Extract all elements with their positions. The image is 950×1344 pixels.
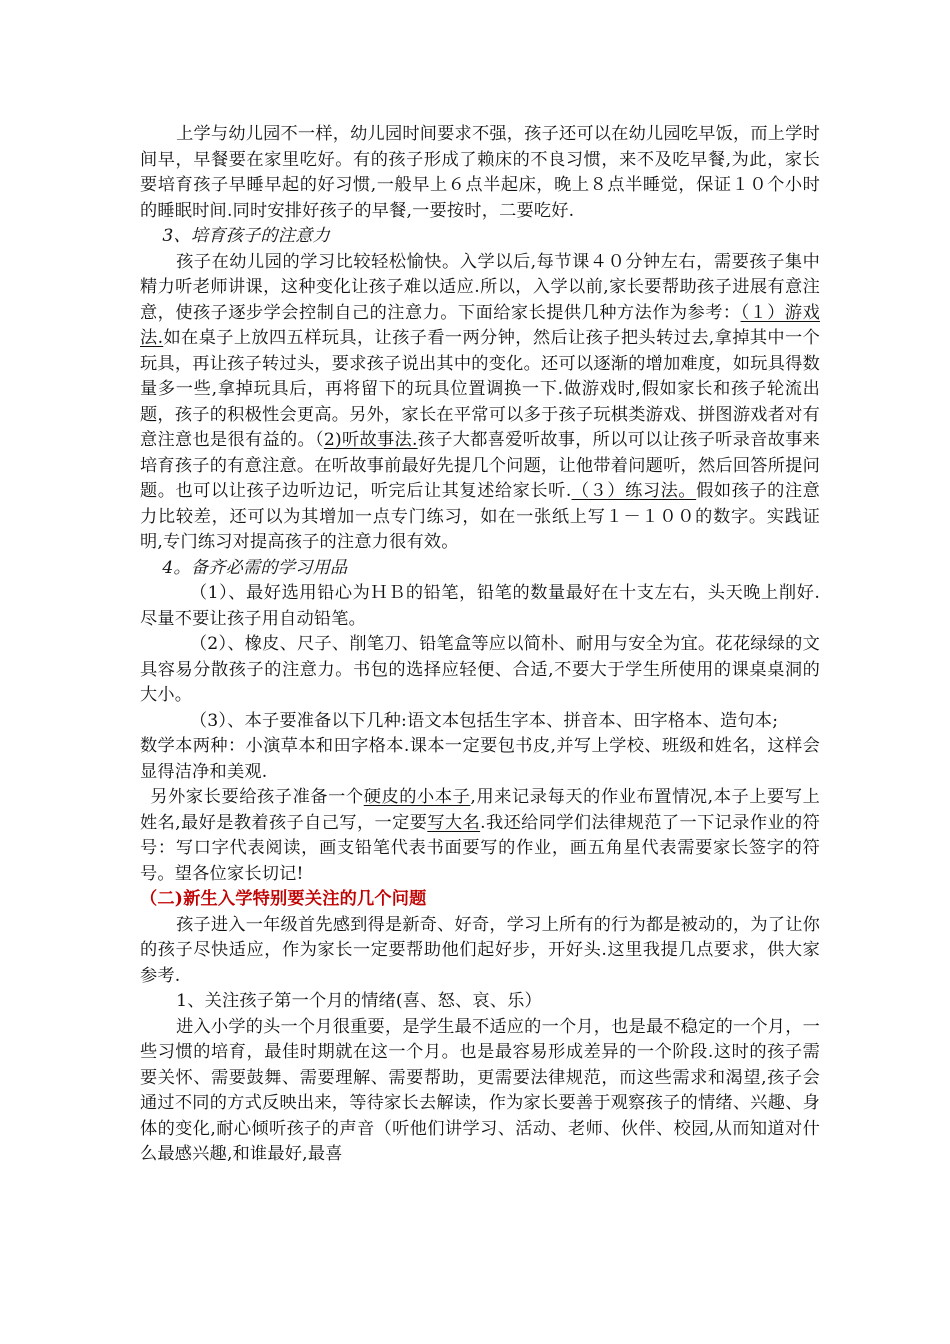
document-body: [140, 122, 820, 1168]
paragraph-first-month: 进入小学的头一个月很重要，是学生最不适应的一个月，也是最不稳定的一个月，一些习惯的培育，最佳时期就在这一个月。也是最容易形成差异的一个阶段.这时的孩子需要关怀、需要鼓舞、需要理解、需要帮助，更需要法律规范，而这些需求和渴望,孩子会通过不同的方式反映出来，等待家长去解读，作为家长要善于观察孩子的情绪、兴趣、身体的变化,耐心倾听孩子的声音（听他们讲学习、活动、老师、伙伴、校园,从而知道对什么最感兴趣,和谁最好,最喜: [140, 1016, 820, 1164]
underlined-story-method: 2)听故事法.: [323, 430, 418, 450]
paragraph-homework-notebook: [140, 785, 820, 887]
heading-first-month-emotions: 1、关注孩子第一个月的情绪(喜、怒、哀、乐）: [176, 991, 542, 1011]
underlined-practice-method: （３）练习法。: [571, 481, 697, 501]
paragraph-pencils: （1）、最好选用铅心为ＨＢ的铅笔，铅笔的数量最好在十支左右，头天晚上削好.尽量不要让孩子用自动铅笔。: [140, 583, 820, 629]
text-run: 孩子在幼儿园的学习比较轻松愉快。入学以后,每节课４０分钟左右，需要孩子集中精力听老师讲课，这种变化让孩子难以适应.所以，入学以前,家长要帮助孩子进展有意注意，使孩子逐步学会控制自己的注意力。下面给家长提供几种方法作为参考：: [140, 251, 820, 323]
underlined-game-method: （１）游戏法.: [140, 302, 820, 348]
text-run: 如在桌子上放四五样玩具，让孩子看一两分钟，然后让孩子把头转过去,拿掉其中一个玩具，再让孩子转过头，要求孩子说出其中的变化。还可以逐渐的增加难度，如玩具得数量多一些,拿掉玩具后，再将留下的玩具位置调换一下.做游戏时,假如家长和孩子轮流出题，孩子的积极性会更高。另外，家长在平常可以多于孩子玩棋类游戏、拼图游戏者对有意注意也是很有益的。（: [140, 328, 820, 450]
text-run: 孩子大都喜爱听故事，所以可以让孩子听录音故事来培育孩子的有意注意。在听故事前最好先提几个问题，让他带着问题听，然后回答所提问题。也可以让孩子边听边记，听完后让其复述给家长听.: [140, 430, 820, 501]
underlined-write-name: 写大名: [427, 812, 481, 833]
heading-supplies: 4。备齐必需的学习用品: [162, 557, 348, 578]
paragraph-stationery: （2）、橡皮、尺子、削笔刀、铅笔盒等应以简朴、耐用与安全为宜。花花绿绿的文具容易分散孩子的注意力。书包的选择应轻便、合适,不要大于学生所使用的课桌桌洞的大小。: [140, 634, 820, 705]
paragraph-breakfast: 上学与幼儿园不一样，幼儿园时间要求不强，孩子还可以在幼儿园吃早饭，而上学时间早，早餐要在家里吃好。有的孩子形成了赖床的不良习惯，来不及吃早餐,为此，家长要培育孩子早睡早起的好习惯,一般早上６点半起床，晚上８点半睡觉，保证１０个小时的睡眠时间.同时安排好孩子的早餐,一要按时，二要吃好.: [140, 124, 820, 221]
text-run: 另外家长要给孩子准备一个: [150, 787, 364, 807]
heading-attention: 3、培育孩子的注意力: [162, 226, 330, 246]
section-title-new-students: （二)新生入学特别要关注的几个问题: [140, 889, 427, 909]
text-run: .我还给同学们法律规范了一下记录作业的符号：写口字代表阅读，画支铅笔代表书面要写的作业，画五角星代表需要家长签字的符号。望各位家长切记!: [140, 812, 820, 884]
paragraph-math-books: 数学本两种：小演草本和田字格本.课本一定要包书皮,并写上学校、班级和姓名，这样会显得洁净和美观.: [140, 736, 820, 782]
paragraph-notebooks: （3）、本子要准备以下几种:语文本包括生字本、拼音本、田字格本、造句本;: [189, 710, 779, 731]
text-run: 假如孩子的注意力比较差，还可以为其增加一点专门练习，如在一张纸上写１－１００的数字。实践证明,专门练习对提高孩子的注意力很有效。: [140, 481, 821, 552]
text-run: ,用来记录每天的作业布置情况,本子上要写上姓名,最好是教着孩子自己写，一定要: [140, 787, 820, 833]
underlined-hardcover-notebook: 硬皮的小本子: [363, 787, 471, 807]
paragraph-first-grade: 孩子进入一年级首先感到得是新奇、好奇，学习上所有的行为都是被动的，为了让你的孩子尽快适应，作为家长一定要帮助他们起好步，开好头.这里我提几点要求，供大家参考.: [140, 914, 820, 986]
paragraph-attention: [140, 250, 820, 556]
